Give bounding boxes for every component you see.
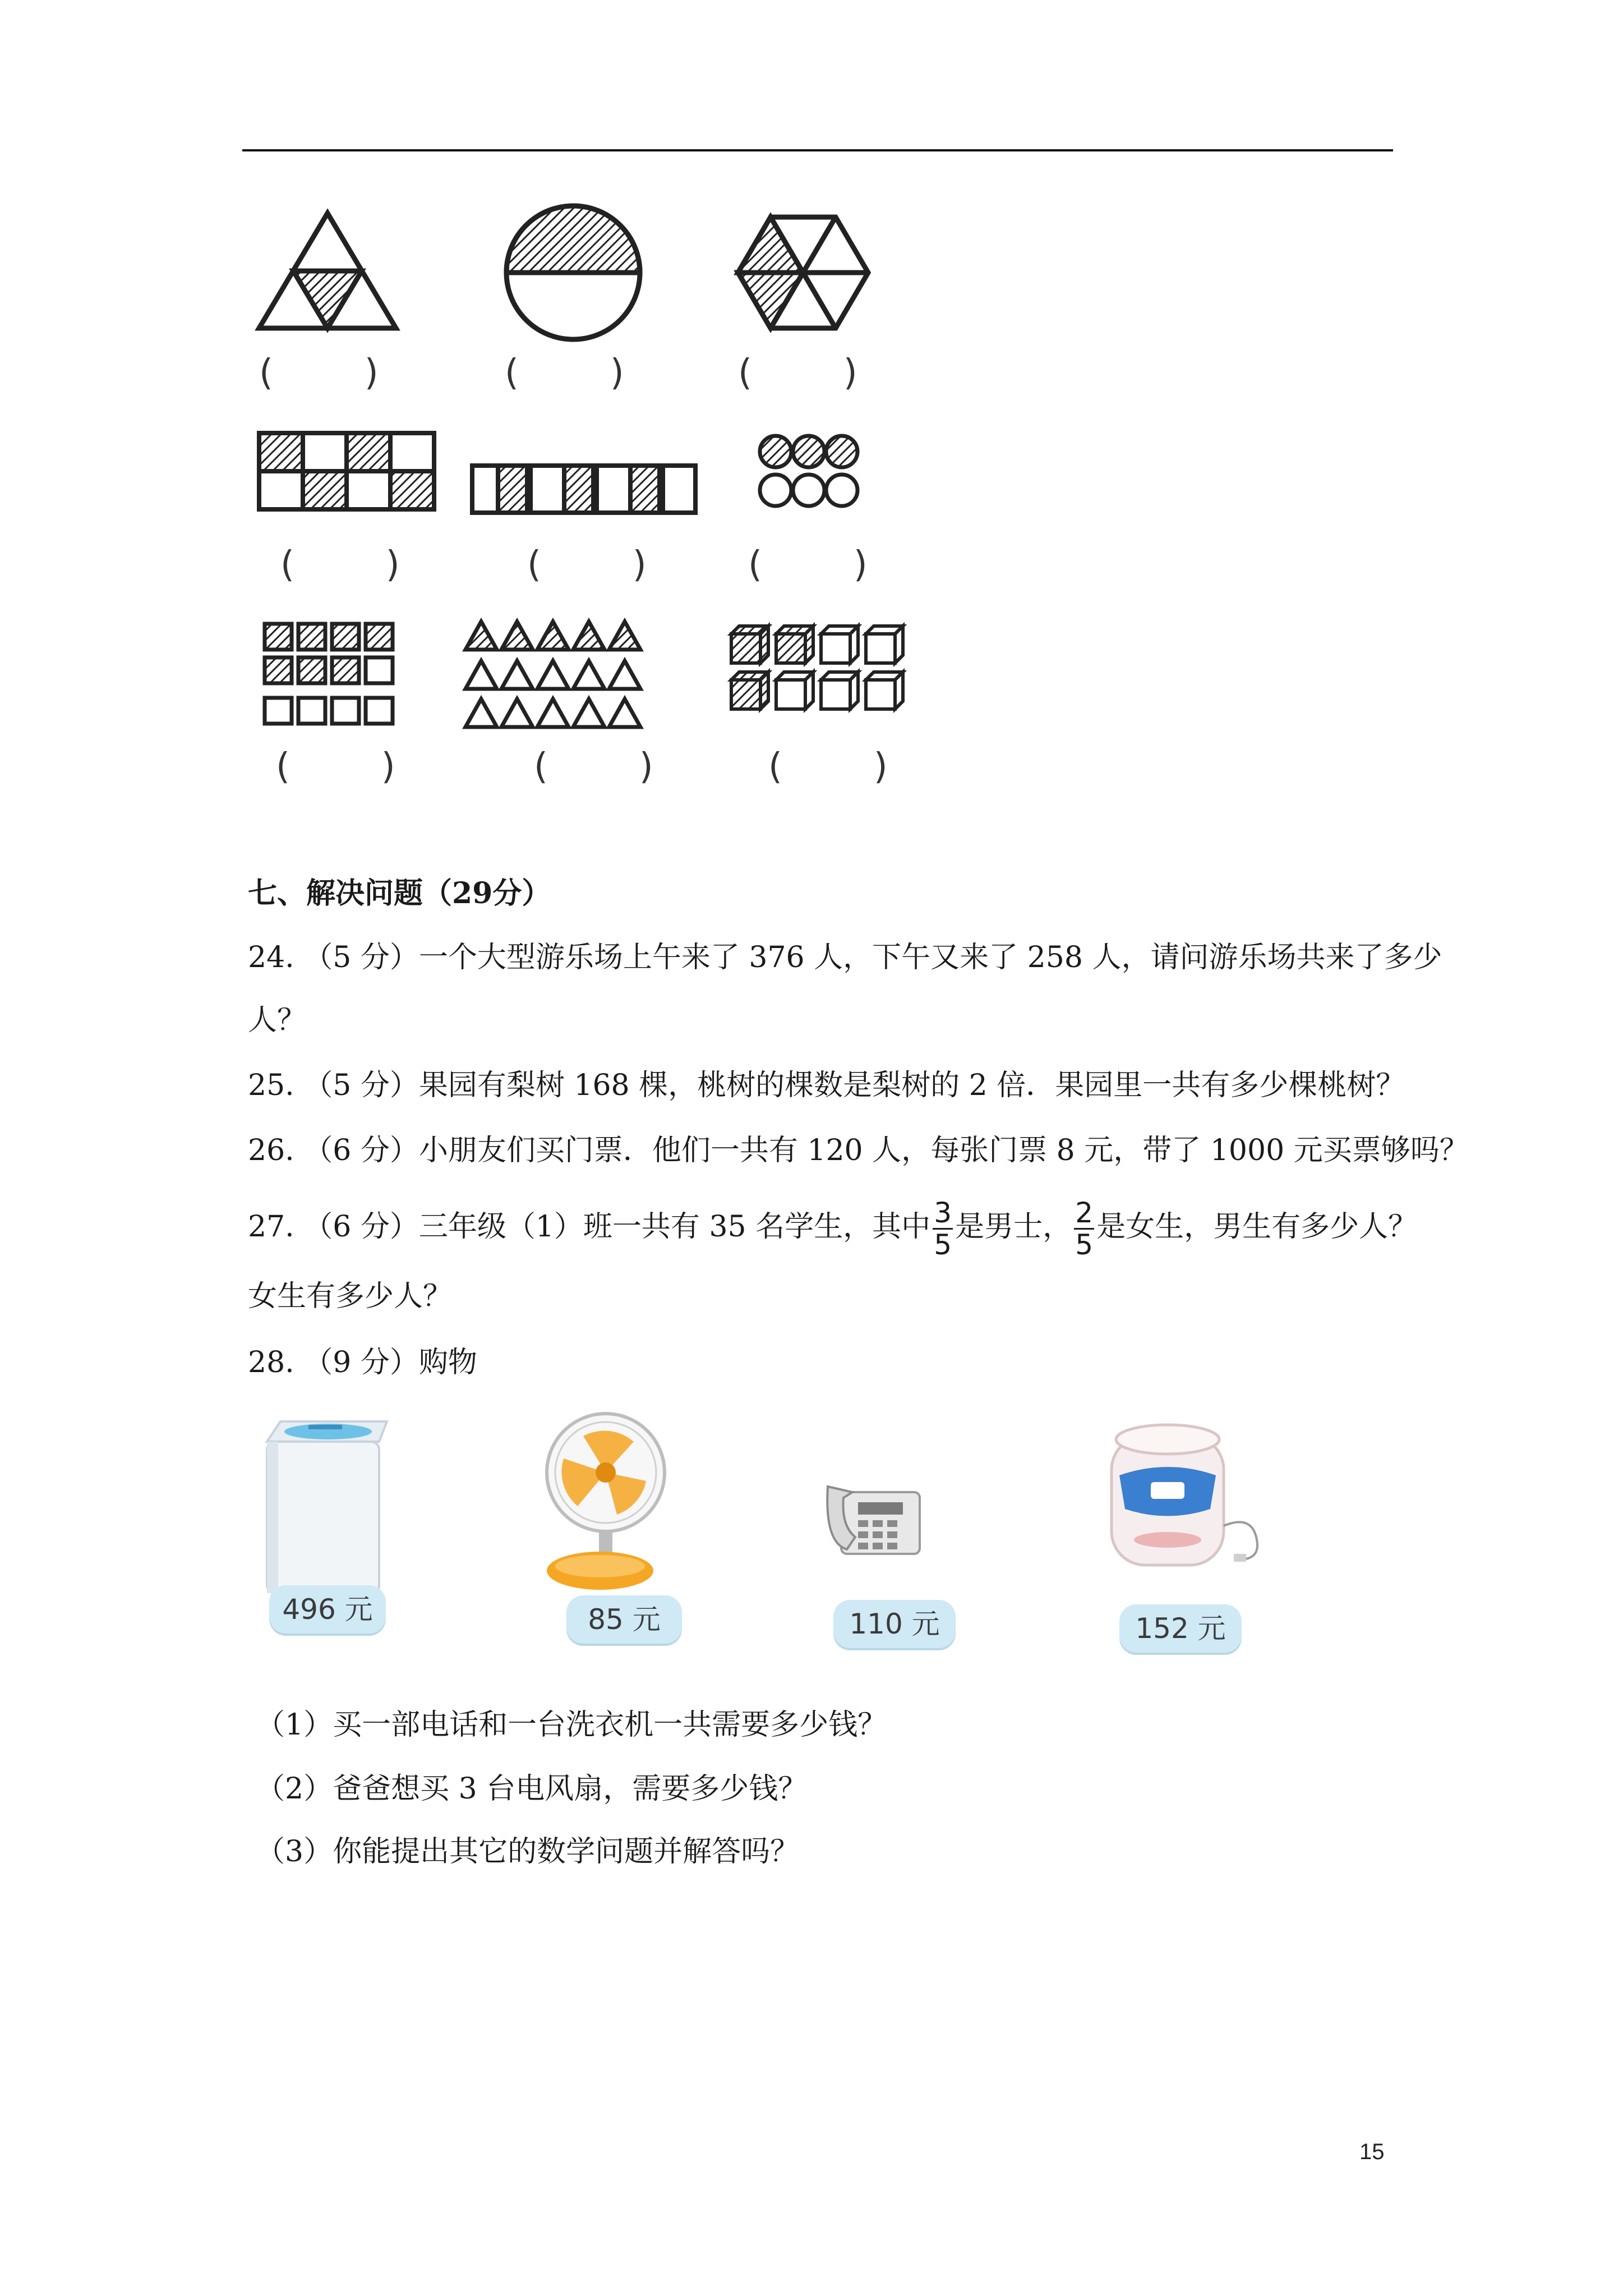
- grid-rectangle-fraction-figure: [259, 433, 434, 509]
- question-24-line2: 人？: [248, 1004, 307, 1037]
- answer-blank[interactable]: ( ): [280, 544, 400, 586]
- washing-machine-icon: [267, 1421, 387, 1593]
- question-26: 26. （6 分）小朋友们买门票．他们一共有 120 人，每张门票 8 元，带了 1000 元买票够吗？: [248, 1134, 1469, 1167]
- telephone-icon: [827, 1487, 920, 1554]
- cubes-fraction-figure: [731, 626, 903, 709]
- question-27-text-c: 是女生，男生有多少人？: [1096, 1210, 1418, 1244]
- strip-rectangle-fraction-figure: [472, 466, 695, 513]
- price-tag-rice-cooker: 152 元: [1119, 1604, 1242, 1653]
- answer-blank[interactable]: ( ): [534, 746, 653, 788]
- hexagon-fraction-figure: [738, 217, 868, 328]
- question-25: 25. （5 分）果园有梨树 168 棵，桃树的棵数是梨树的 2 倍．果园里一共有多少棵桃树？: [248, 1069, 1405, 1102]
- question-24-line1: 24. （5 分）一个大型游乐场上午来了 376 人，下午又来了 258 人，请问游乐场共来了多少: [248, 941, 1442, 974]
- section-heading: 七、解决问题（29分）: [248, 876, 551, 910]
- electric-fan-icon: [547, 1414, 665, 1590]
- fraction-figures: [0, 0, 1623, 813]
- question-27-text-b: 是男士，: [955, 1210, 1072, 1244]
- question-27-text-a: 27. （6 分）三年级（1）班一共有 35 名学生，其中: [248, 1210, 931, 1244]
- price-tag-electric-fan: 85 元: [566, 1595, 682, 1644]
- page-number: 15: [1359, 2139, 1385, 2164]
- answer-blank[interactable]: ( ): [748, 544, 868, 586]
- squares-fraction-figure: [265, 624, 393, 724]
- price-tag-telephone: 110 元: [833, 1600, 956, 1648]
- triangle-fraction-figure: [259, 213, 396, 328]
- subquestion-1: （1）买一部电话和一台洗衣机一共需要多少钱？: [256, 1708, 887, 1742]
- answer-blank[interactable]: ( ): [276, 746, 395, 788]
- subquestion-3: （3）你能提出其它的数学问题并解答吗？: [256, 1835, 800, 1869]
- question-27-line2: 女生有多少人？: [248, 1280, 453, 1313]
- fraction-three-fifths: $\frac{3}{5}$: [933, 1198, 953, 1260]
- rice-cooker-icon: [1112, 1425, 1257, 1565]
- price-tag-washing-machine: 496 元: [269, 1585, 386, 1634]
- subquestion-2: （2）爸爸想买 3 台电风扇，需要多少钱？: [256, 1772, 808, 1806]
- answer-blank[interactable]: ( ): [738, 352, 857, 394]
- answer-blank[interactable]: ( ): [527, 544, 647, 586]
- fraction-two-fifths: $\frac{2}{5}$: [1074, 1198, 1094, 1260]
- answer-blank[interactable]: ( ): [259, 352, 379, 394]
- question-28: 28. （9 分）购物: [248, 1346, 477, 1379]
- question-27-line1: [248, 1196, 1417, 1263]
- answer-blank[interactable]: ( ): [768, 746, 888, 788]
- circles-fraction-figure: [760, 436, 857, 506]
- triangles-fraction-figure: [465, 622, 640, 727]
- answer-blank[interactable]: ( ): [505, 352, 624, 394]
- circle-fraction-figure: [506, 206, 640, 339]
